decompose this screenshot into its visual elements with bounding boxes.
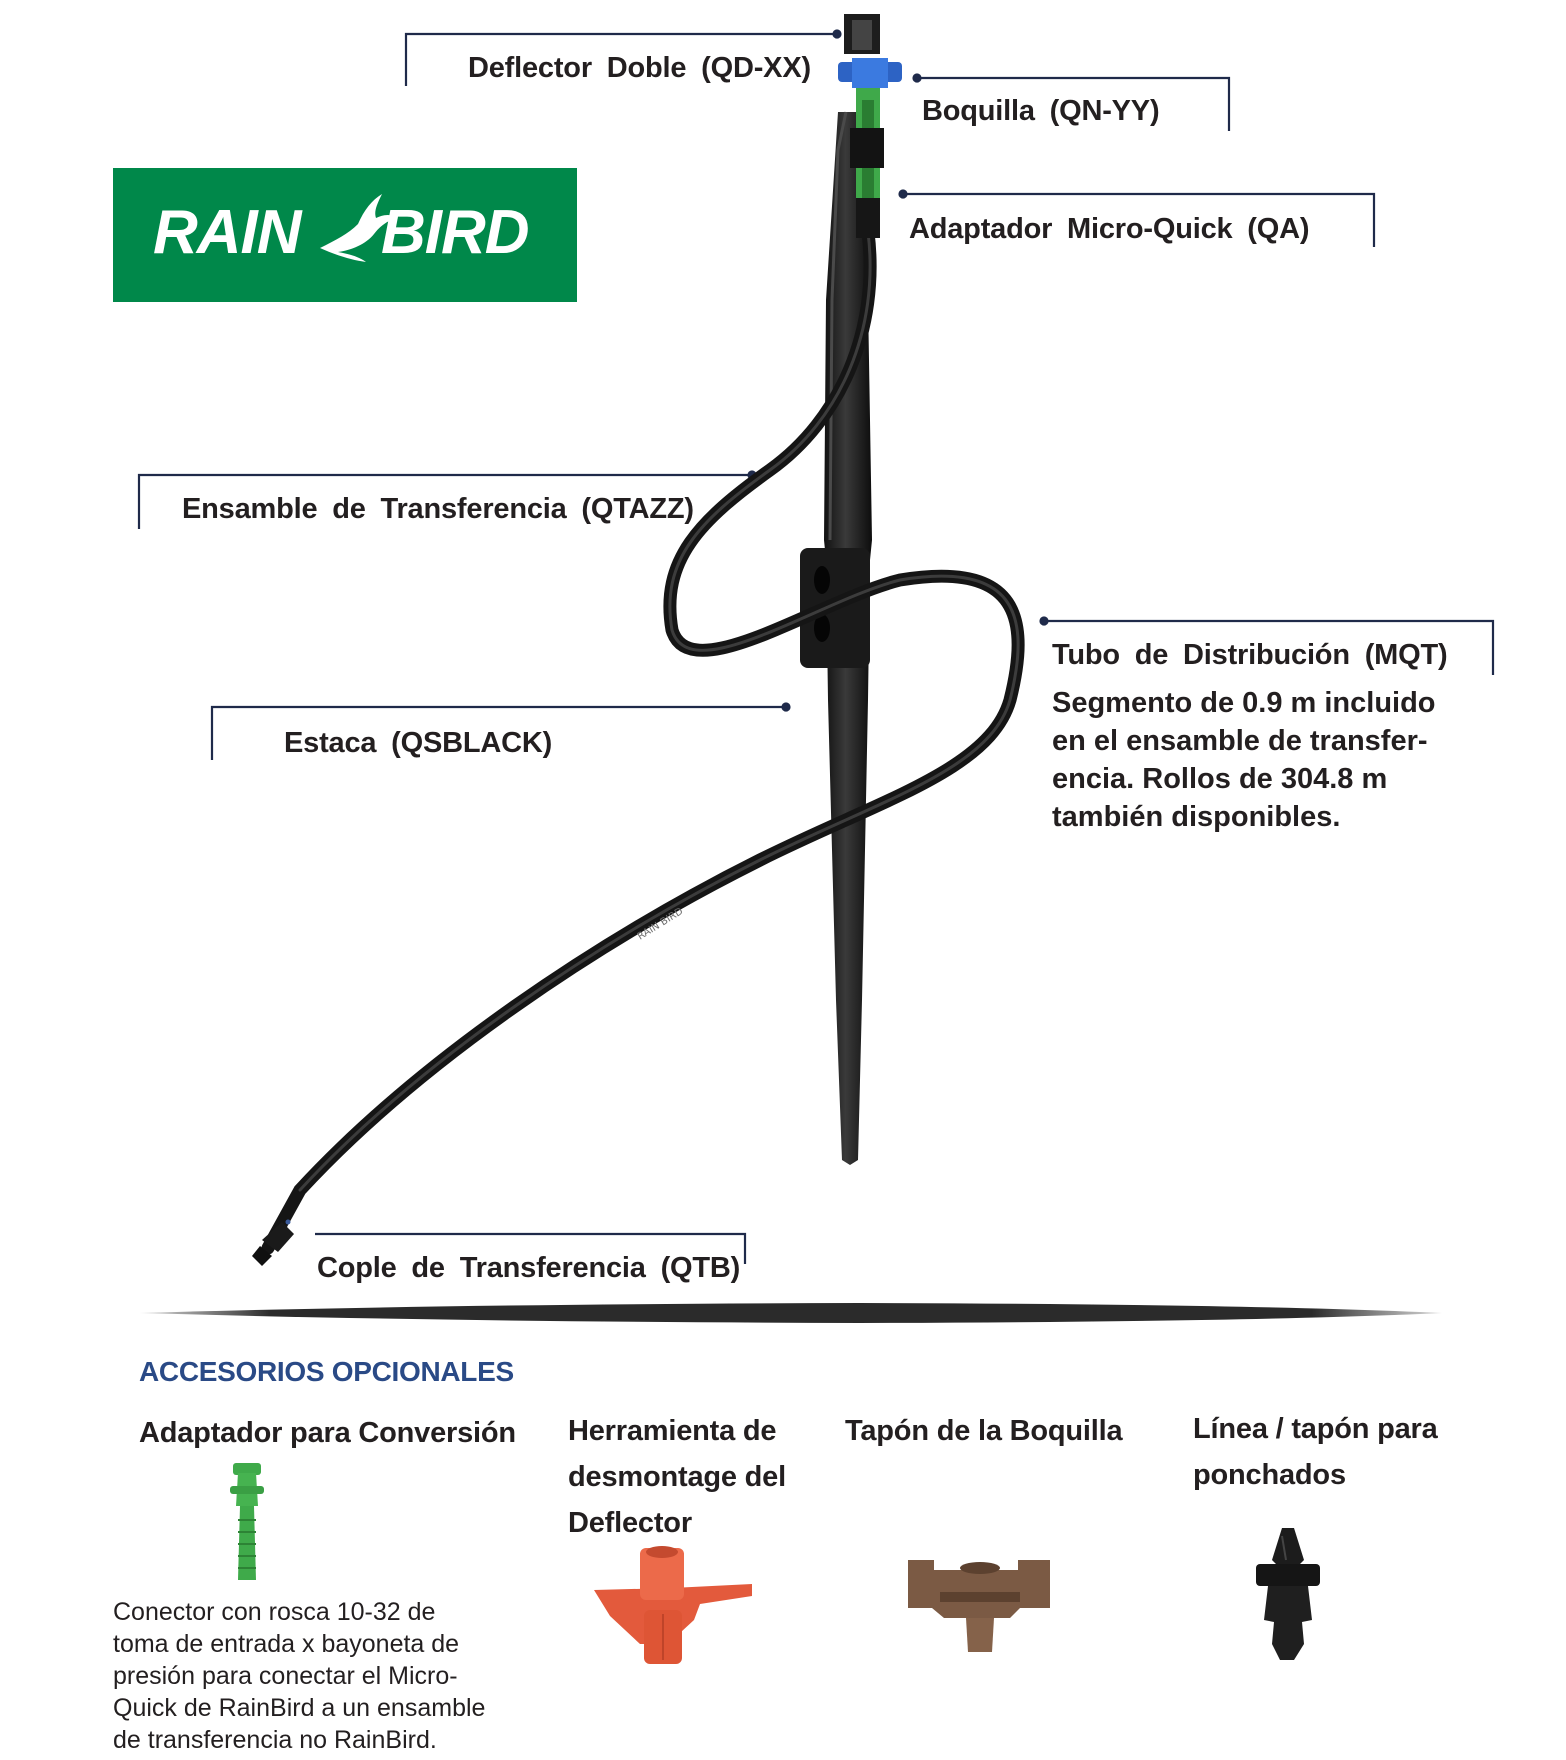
tubo-description — [1052, 684, 1492, 836]
label-adaptador: Adaptador Micro-Quick (QA) — [909, 213, 1310, 245]
accessory-title-line: desmontage del — [568, 1461, 786, 1493]
tubo-desc-line: en el ensamble de transfer- — [1052, 725, 1428, 757]
accessory-title-line: Línea / tapón para — [1193, 1413, 1438, 1445]
tubo-desc-line: encia. Rollos de 304.8 m — [1052, 763, 1388, 795]
logo-text-left: RAIN — [153, 198, 301, 267]
adapter-desc-line: toma de entrada x bayoneta de — [113, 1630, 460, 1658]
tubo-desc-line: también disponibles. — [1052, 801, 1341, 833]
adapter-desc-line: Conector con rosca 10-32 de — [113, 1598, 436, 1626]
accessory-title-linea — [1193, 1406, 1438, 1498]
adapter-desc-line: presión para conectar el Micro- — [113, 1662, 458, 1690]
label-ensamble: Ensamble de Transferencia (QTAZZ) — [182, 493, 694, 525]
label-deflector: Deflector Doble (QD-XX) — [468, 52, 811, 84]
accessory-title-tapon — [845, 1408, 1122, 1454]
label-cople: Cople de Transferencia (QTB) — [317, 1252, 741, 1284]
rainbird-logo — [113, 168, 577, 302]
label-estaca: Estaca (QSBLACK) — [284, 727, 553, 759]
section-divider — [140, 1303, 1442, 1323]
tube-print: RAIN BIRD — [635, 905, 686, 943]
brown-nozzle-cap-icon — [908, 1560, 1050, 1652]
accessory-title-line: Herramienta de — [568, 1415, 777, 1447]
accessory-title-herramienta — [568, 1408, 786, 1546]
tubo-desc-line: Segmento de 0.9 m incluido — [1052, 687, 1436, 719]
accessory-title-line: Deflector — [568, 1507, 692, 1539]
logo-text-right: BIRD — [381, 198, 529, 267]
black-goof-plug-icon — [1256, 1528, 1320, 1660]
accessory-title-adaptador — [139, 1410, 516, 1456]
label-tubo: Tubo de Distribución (MQT) — [1052, 639, 1448, 671]
adapter-desc-line: Quick de RainBird a un ensamble — [113, 1694, 486, 1722]
adapter-description — [113, 1596, 503, 1756]
accessory-title-line: Tapón de la Boquilla — [845, 1415, 1123, 1447]
label-boquilla: Boquilla (QN-YY) — [922, 95, 1160, 127]
section-title: ACCESORIOS OPCIONALES — [139, 1356, 514, 1387]
adapter-desc-line: de transferencia no RainBird. — [113, 1726, 437, 1754]
stake — [800, 112, 872, 1165]
accessory-title-line: Adaptador para Conversión — [139, 1417, 516, 1449]
accessory-title-line: ponchados — [1193, 1459, 1346, 1491]
green-adapter-icon — [230, 1463, 264, 1580]
orange-removal-tool-icon — [594, 1546, 752, 1664]
